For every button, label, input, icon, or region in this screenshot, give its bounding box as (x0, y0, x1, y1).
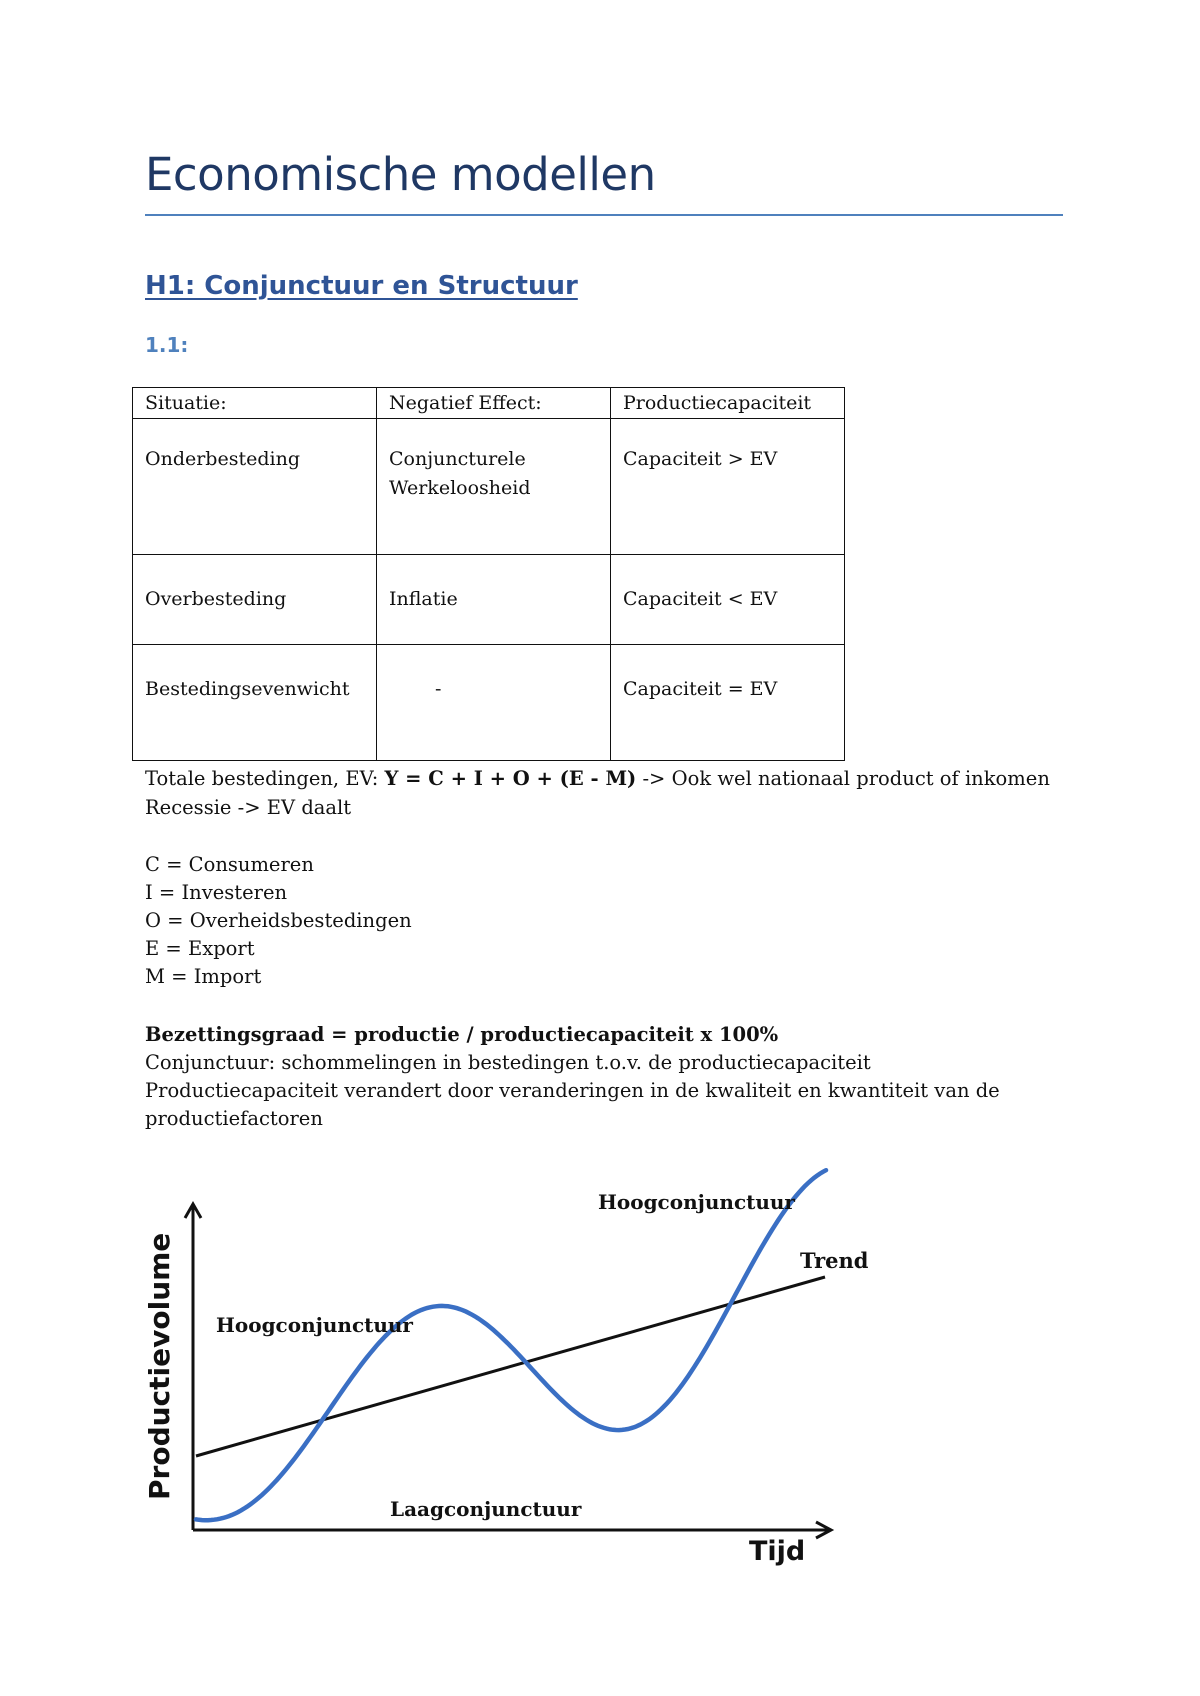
label-trend: Trend (800, 1248, 869, 1273)
totale-suffix: -> Ook wel nationaal product of inkomen (636, 767, 1050, 790)
table-cell: Onderbesteding (133, 419, 377, 555)
heading-1-1: 1.1: (145, 333, 189, 357)
legend-line-m: M = Import (145, 965, 262, 988)
table-cell: Conjuncturele Werkeloosheid (377, 419, 611, 555)
table-header-cell: Productiecapaciteit (611, 388, 845, 419)
bezettingsgraad-formula: Bezettingsgraad = productie / productiecapaciteit x 100% (145, 1023, 779, 1046)
recessie-line: Recessie -> EV daalt (145, 796, 352, 819)
legend-line-c: C = Consumeren (145, 853, 314, 876)
totale-prefix: Totale bestedingen, EV: (145, 767, 385, 790)
label-laagconjunctuur: Laagconjunctuur (390, 1497, 582, 1521)
productiecapaciteit-line-1: Productiecapaciteit verandert door veranderingen in de kwaliteit en kwantiteit van de (145, 1079, 1000, 1102)
label-hoogconjunctuur-2: Hoogconjunctuur (598, 1190, 795, 1214)
legend-line-i: I = Investeren (145, 881, 288, 904)
y-axis-label: Productievolume (143, 1232, 176, 1500)
conjunctuur-line: Conjunctuur: schommelingen in bestedingen t.o.v. de productiecapaciteit (145, 1051, 871, 1074)
business-cycle-wave (196, 1170, 826, 1520)
table-cell: Capaciteit > EV (611, 419, 845, 555)
table-cell: Capaciteit < EV (611, 555, 845, 645)
table-cell: Inflatie (377, 555, 611, 645)
table-cell: Capaciteit = EV (611, 645, 845, 761)
label-hoogconjunctuur-1: Hoogconjunctuur (216, 1313, 413, 1337)
table-header-cell: Situatie: (133, 388, 377, 419)
table-cell: Overbesteding (133, 555, 377, 645)
document-title: Economische modellen (145, 148, 656, 201)
table-header-cell: Negatief Effect: (377, 388, 611, 419)
productiecapaciteit-line-2: productiefactoren (145, 1107, 323, 1130)
legend-line-o: O = Overheidsbestedingen (145, 909, 412, 932)
table-cell: Bestedingsevenwicht (133, 645, 377, 761)
x-axis-label: Tijd (749, 1536, 806, 1567)
ev-formula: Y = C + I + O + (E - M) (384, 767, 637, 790)
legend-line-e: E = Export (145, 937, 255, 960)
table-cell-dash: - (435, 678, 442, 700)
heading-h1: H1: Conjunctuur en Structuur (145, 271, 578, 301)
